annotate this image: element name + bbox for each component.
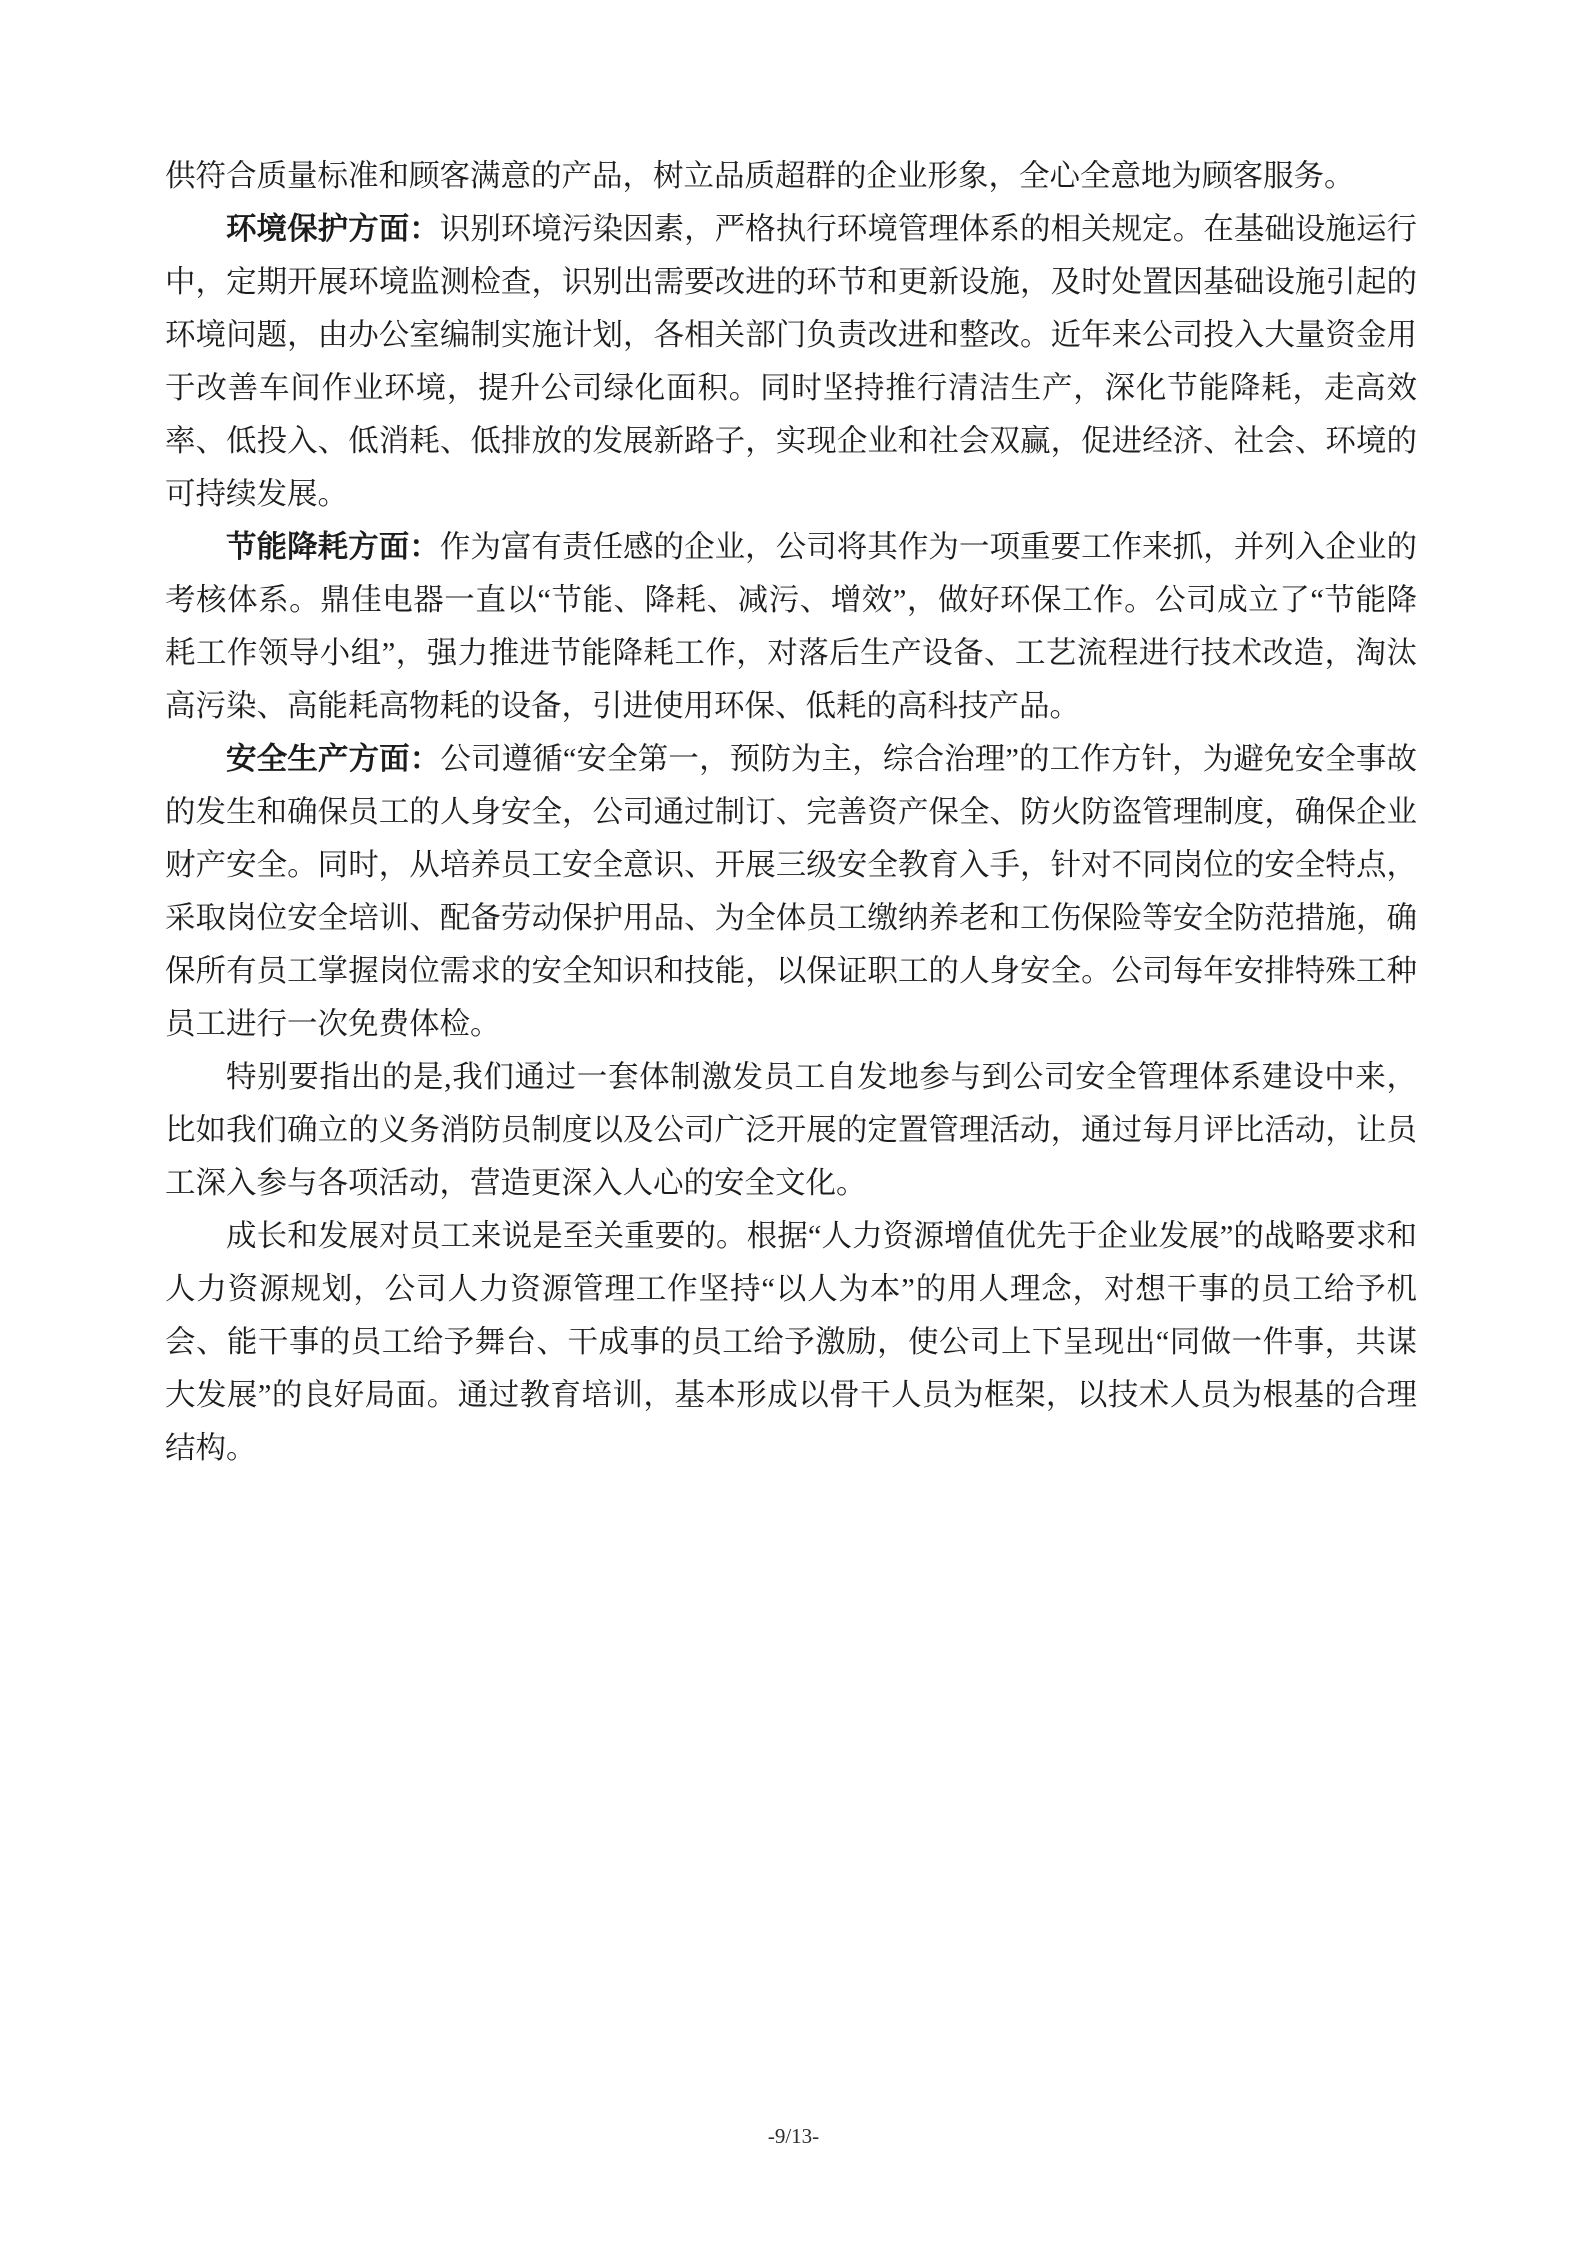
paragraph-environment: [165, 203, 1417, 521]
paragraph-safety-production: [165, 733, 1417, 1051]
paragraph-energy-saving: [165, 521, 1417, 733]
paragraph-text: 特别要指出的是,我们通过一套体制激发员工自发地参与到公司安全管理体系建设中来，比如我们确立的义务消防员制度以及公司广泛开展的定置管理活动，通过每月评比活动，让员工深入参与各项活动，营造更深入人心的安全文化。: [165, 1060, 1417, 1200]
document-body: [165, 150, 1417, 1475]
paragraph-lead-label: 安全生产方面：: [226, 742, 441, 776]
paragraph-lead-label: 节能降耗方面：: [226, 530, 440, 564]
paragraph-text: 供符合质量标准和顾客满意的产品，树立品质超群的企业形象，全心全意地为顾客服务。: [165, 159, 1355, 193]
paragraph-growth-development: [165, 1210, 1417, 1475]
paragraph-text: 成长和发展对员工来说是至关重要的。根据“人力资源增值优先于企业发展”的战略要求和人力资源规划，公司人力资源管理工作坚持“以人为本”的用人理念，对想干事的员工给予机会、能干事的员工给予舞台、干成事的员工给予激励，使公司上下呈现出“同做一件事，共谋大发展”的良好局面。通过教育培训，基本形成以骨干人员为框架，以技术人员为根基的合理结构。: [165, 1219, 1417, 1465]
paragraph-text: 识别环境污染因素，严格执行环境管理体系的相关规定。在基础设施运行中，定期开展环境监测检查，识别出需要改进的环节和更新设施，及时处置因基础设施引起的环境问题，由办公室编制实施计划，各相关部门负责改进和整改。近年来公司投入大量资金用于改善车间作业环境，提升公司绿化面积。同时坚持推行清洁生产，深化节能降耗，走高效率、低投入、低消耗、低排放的发展新路子，实现企业和社会双赢，促进经济、社会、环境的可持续发展。: [165, 212, 1418, 511]
paragraph-safety-culture: [165, 1051, 1417, 1210]
paragraph-text: 公司遵循“安全第一，预防为主，综合治理”的工作方针，为避免安全事故的发生和确保员工的人身安全，公司通过制订、完善资产保全、防火防盗管理制度，确保企业财产安全。同时，从培养员工安全意识、开展三级安全教育入手，针对不同岗位的安全特点，采取岗位安全培训、配备劳动保护用品、为全体员工缴纳养老和工伤保险等安全防范措施，确保所有员工掌握岗位需求的安全知识和技能，以保证职工的人身安全。公司每年安排特殊工种员工进行一次免费体检。: [165, 742, 1418, 1041]
paragraph-continuation: [165, 150, 1417, 203]
page-number: -9/13-: [767, 2124, 820, 2148]
paragraph-text: 作为富有责任感的企业，公司将其作为一项重要工作来抓，并列入企业的考核体系。鼎佳电器一直以“节能、降耗、减污、增效”，做好环保工作。公司成立了“节能降耗工作领导小组”，强力推进节能降耗工作，对落后生产设备、工艺流程进行技术改造，淘汰高污染、高能耗高物耗的设备，引进使用环保、低耗的高科技产品。: [165, 530, 1418, 723]
page-footer: [0, 2124, 1587, 2149]
paragraph-lead-label: 环境保护方面：: [226, 212, 440, 246]
